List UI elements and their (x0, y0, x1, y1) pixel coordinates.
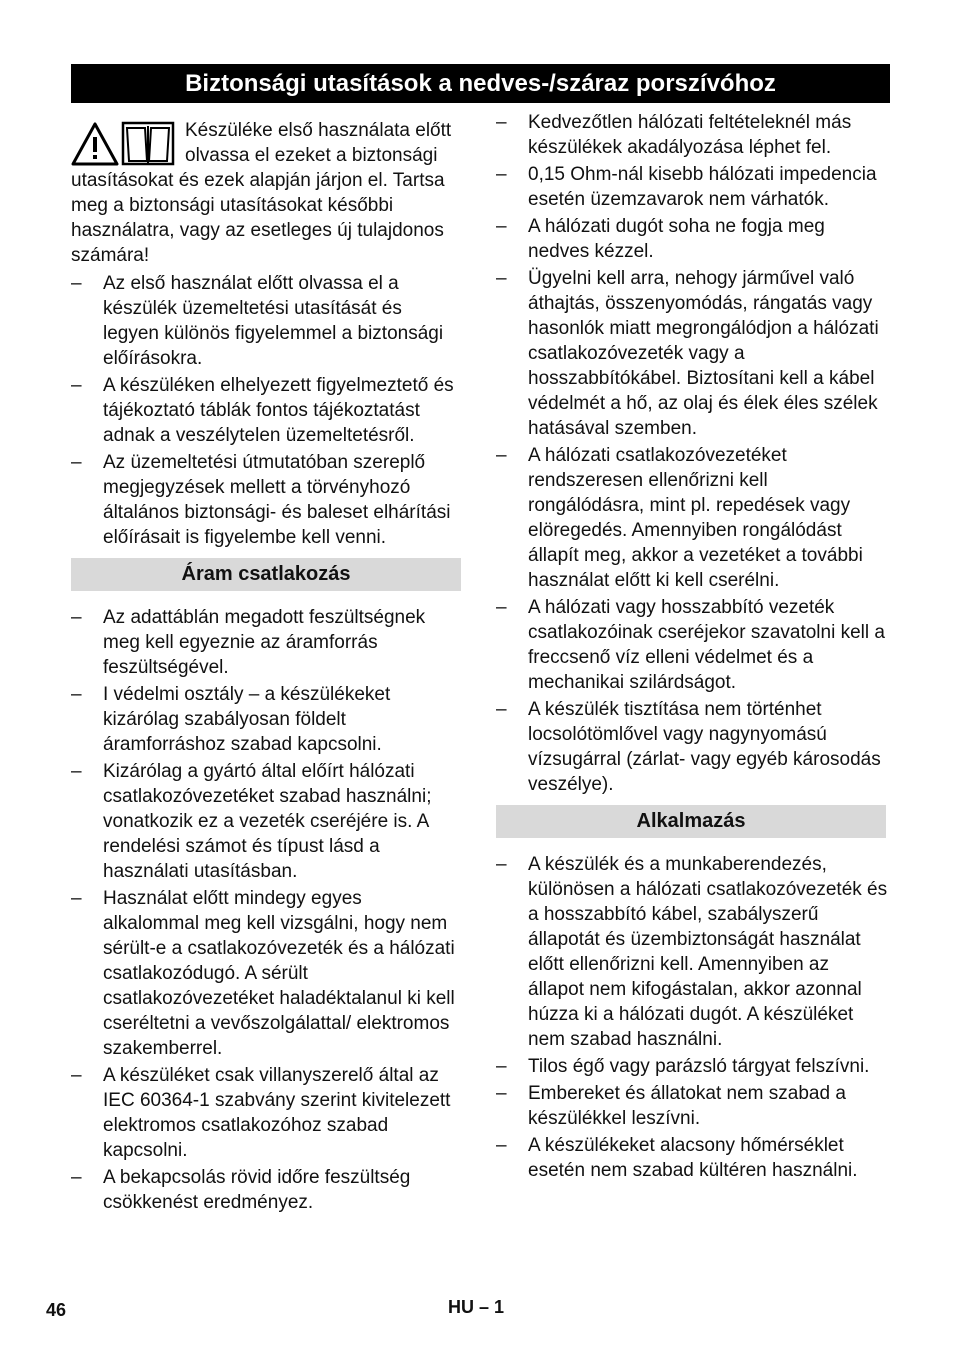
list-item: – 0,15 Ohm-nál kisebb hálózati impedencia esetén üzemzavarok nem várhatók. (496, 162, 888, 212)
list-item: – A hálózati vagy hosszabbító vezeték csatlakozóinak cseréjekor szavatolni kell a freccsenő víz elleni védelmet és a mechanikai szilárdságot. (496, 595, 888, 695)
list-item: – A hálózati dugót soha ne fogja meg nedves kézzel. (496, 214, 888, 264)
list-item: – Az üzemeltetési útmutatóban szereplő megjegyzések mellett a törvényhozó általános biztonsági- és baleset elhárítási előírásait is figyelembe kell venni. (71, 450, 463, 550)
intro-list (71, 271, 463, 550)
list-item: – Kizárólag a gyártó által előírt hálózati csatlakozóvezetéket szabad használni; vonatkozik ez a vezeték cseréjére is. A rendelési számot és típust lásd a használati utasításban. (71, 759, 463, 884)
list-item: – Ügyelni kell arra, nehogy járművel való áthajtás, összenyomódás, rángatás vagy hasonlók miatt megrongálódjon a hálózati csatlakozóvezeték vagy a hosszabbítókábel. Biztosítani kell a kábel védelmét a hő, az olaj és élek éles szélek hatásával szemben. (496, 266, 888, 441)
footer-language-page: HU – 1 (448, 1297, 505, 1317)
list-item: – A készülék és a munkaberendezés, különösen a hálózati csatlakozóvezeték és a hosszabbító kábel, szabályszerű állapotát és üzembiztonságát használat előtt ellenőrizni kell. Amennyiben az állapot nem kifogástalan, akkor azonnal húzza ki a hálózati dugót. A készüléket nem szabad használni. (496, 852, 888, 1052)
list-item: – A hálózati csatlakozóvezetéket rendszeresen ellenőrizni kell rongálódásra, mint pl. repedések vagy elöregedés. Amennyiben rongálódást állapít meg, akkor a vezetéket a további használat előtt ki kell cserélni. (496, 443, 888, 593)
list-item: – Embereket és állatokat nem szabad a készülékkel leszívni. (496, 1081, 888, 1131)
list-item: – Az adattáblán megadott feszültségnek meg kell egyeznie az áramforrás feszültségével. (71, 605, 463, 680)
list-item: – I védelmi osztály – a készülékeket kizárólag szabályosan földelt áramforráshoz szabad kapcsolni. (71, 682, 463, 757)
list-item: – A készülék tisztítása nem történhet locsolótömlővel vagy nagynyomású vízsugárral (zárlat- vagy egyéb károsodás veszélye). (496, 697, 888, 797)
intro-text: Készüléke első használata előtt olvassa el ezeket a biztonsági utasításokat és ezek alapján járjon el. Tartsa meg a biztonsági utasításokat későbbi használatra, vagy az esetleges új tulajdonos számára! (71, 120, 452, 266)
manual-book-icon (123, 123, 173, 164)
list-item: – Az első használat előtt olvassa el a készülék üzemeltetési utasítását és legyen különös figyelemmel a biztonsági előírásokra. (71, 271, 463, 371)
page-number: 46 (46, 1300, 67, 1320)
page-title: Biztonsági utasítások a nedves-/száraz porszívóhoz (71, 64, 890, 103)
left-column (71, 118, 463, 1217)
warning-manual-icons (71, 121, 177, 167)
right-list (496, 110, 888, 797)
power-list (71, 605, 463, 1215)
right-column (496, 110, 888, 1185)
list-item: – Használat előtt mindegy egyes alkalommal meg kell vizsgálni, hogy nem sérült-e a csatlakozóvezeték és a hálózati csatlakozódugó. A sérült csatlakozóvezetéket haladéktalanul ki kell cseréltetni a vevőszolgálattal/ elektromos szakemberrel. (71, 886, 463, 1061)
list-item: – A készülékeket alacsony hőmérséklet esetén nem szabad kültéren használni. (496, 1133, 888, 1183)
warning-triangle-icon (73, 124, 117, 164)
list-item: – A bekapcsolás rövid időre feszültség csökkenést eredményez. (71, 1165, 463, 1215)
section-heading-power: Áram csatlakozás (71, 558, 461, 591)
intro-block (71, 118, 463, 268)
list-item: – A készüléken elhelyezett figyelmeztető és tájékoztató táblák fontos tájékoztatást adnak a veszélytelen üzemeltetésről. (71, 373, 463, 448)
section-heading-use: Alkalmazás (496, 805, 886, 838)
list-item: – Tilos égő vagy parázsló tárgyat felszívni. (496, 1054, 888, 1079)
list-item: – Kedvezőtlen hálózati feltételeknél más készülékek akadályozása léphet fel. (496, 110, 888, 160)
use-list (496, 852, 888, 1183)
list-item: – A készüléket csak villanyszerelő által az IEC 60364-1 szabvány szerint kivitelezett elektromos csatlakozóhoz szabad kapcsolni. (71, 1063, 463, 1163)
